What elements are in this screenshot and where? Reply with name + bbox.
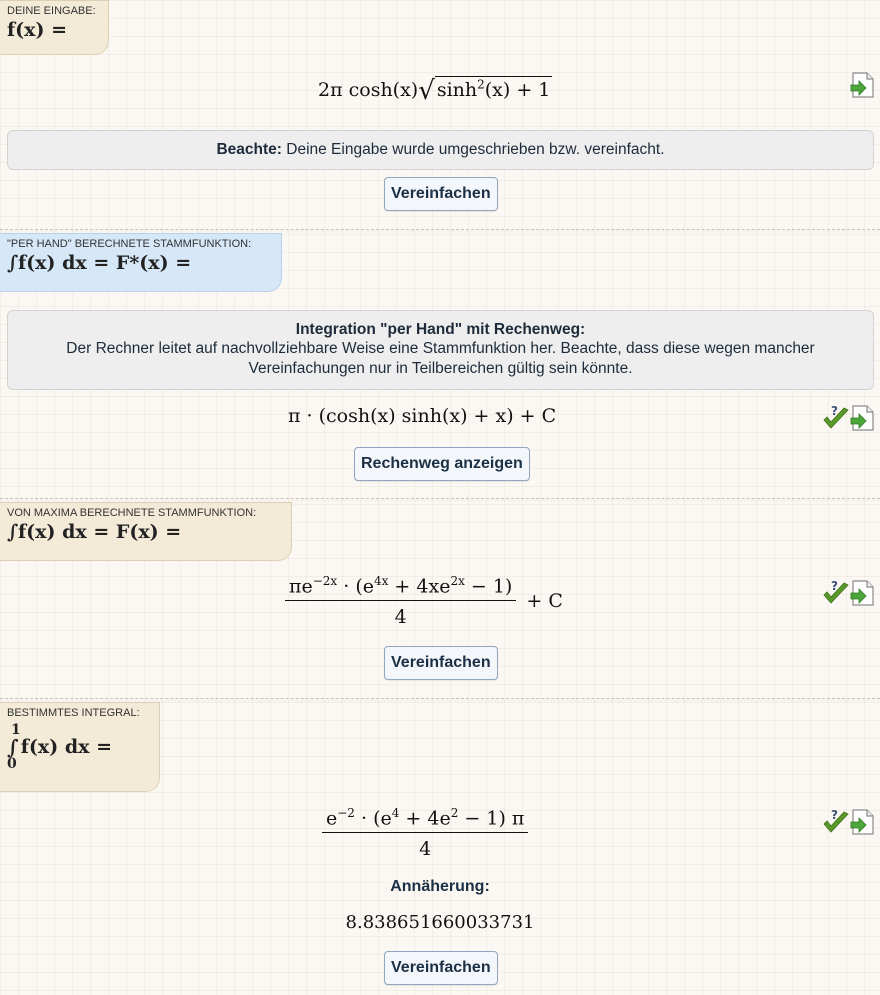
svg-text:?: ? [831,579,838,593]
maxima-lhs: ∫f(x) dx = F(x) = [7,521,182,543]
num-b-sup: 4x [373,574,389,588]
rewrite-note [7,130,874,170]
lower-bound: 0 [7,756,17,772]
input-expression [318,76,552,106]
input-caption: DEINE EINGABE: [7,5,96,17]
input-icons [850,72,875,98]
num-c-sup: 2x [450,574,465,588]
simplify-button-maxima[interactable]: Vereinfachen [384,646,498,680]
separator-1 [0,229,880,230]
hand-info-text: Der Rechner leitet auf nachvollziehbare Weise eine Stammfunktion her. Beachte, dass diese wegen mancher Vereinfachungen nur in Teilbereichen gültig sein könnte. [66,340,815,377]
dnum-d: − 1) π [458,807,525,830]
definite-caption: BESTIMMTES INTEGRAL: [7,707,140,719]
num-c: + 4xe [388,575,451,598]
approximation-label: Annäherung: [390,878,490,895]
num-b: · (e [337,575,374,598]
approximation-value: 8.838651660033731 [345,912,535,933]
radicand-fn: sinh [436,79,478,101]
maxima-numerator [285,574,516,601]
note-bold: Beachte: [216,141,282,158]
num-a-sup: −2x [312,574,338,588]
simplify-button-input[interactable]: Vereinfachen [384,177,498,211]
dnum-c: + 4e [399,807,451,830]
maxima-icons [822,579,875,607]
dnum-a: e [326,807,338,830]
hand-lhs: ∫f(x) dx = F*(x) = [7,252,192,274]
hand-info-title: Integration "per Hand" mit Rechenweg: [295,321,586,338]
input-lhs: f(x) = [7,19,68,41]
checkmark-question-icon[interactable] [822,808,850,836]
dnum-a-sup: −2 [337,806,355,820]
definite-fraction [322,806,528,860]
maxima-denominator: 4 [394,606,407,629]
svg-text:?: ? [831,404,838,418]
definite-icons [822,808,875,836]
export-document-icon[interactable] [850,580,875,606]
export-document-icon[interactable] [850,405,875,431]
definite-denominator: 4 [419,838,432,861]
definite-lhs: f(x) dx = [20,736,112,758]
export-document-icon[interactable] [850,809,875,835]
maxima-result [285,574,563,628]
checkmark-question-icon[interactable] [822,579,850,607]
integral-sign-with-bounds [7,723,21,771]
radicand [435,76,553,101]
integral-sign: ∫ [7,735,19,759]
definite-result [322,806,528,860]
num-a: πe [289,575,313,598]
definite-label-box [0,702,160,792]
separator-2 [0,498,880,499]
hand-result: π · (cosh(x) sinh(x) + x) + C [288,405,557,427]
separator-3 [0,698,880,699]
svg-text:?: ? [831,808,838,822]
input-label-box [0,0,109,55]
maxima-caption: VON MAXIMA BERECHNETE STAMMFUNKTION: [7,507,257,519]
hand-info-box [7,310,874,390]
simplify-button-definite[interactable]: Vereinfachen [384,951,498,985]
show-steps-button[interactable]: Rechenweg anzeigen [354,447,530,481]
note-text: Deine Eingabe wurde umgeschrieben bzw. vereinfacht. [286,141,665,158]
dnum-b-sup: 4 [391,806,400,820]
dnum-b: · (e [354,807,392,830]
radicand-sup: 2 [477,77,485,92]
expr-prefix: 2π cosh(x) [318,79,419,101]
num-d: − 1) [464,575,513,598]
definite-numerator [322,806,528,833]
sqrt-sign: √ [418,76,435,106]
definite-lhs-wrap [7,723,149,771]
hand-icons [822,404,875,432]
hand-label-box [0,233,282,292]
radicand-rest: (x) + 1 [484,79,551,101]
upper-bound: 1 [11,722,21,738]
hand-caption: "PER HAND" BERECHNETE STAMMFUNKTION: [7,238,252,250]
maxima-label-box [0,502,292,561]
maxima-suffix: + C [526,590,563,613]
export-document-icon[interactable] [850,72,875,98]
maxima-fraction [285,574,516,628]
checkmark-question-icon[interactable] [822,404,850,432]
dnum-c-sup: 2 [450,806,459,820]
